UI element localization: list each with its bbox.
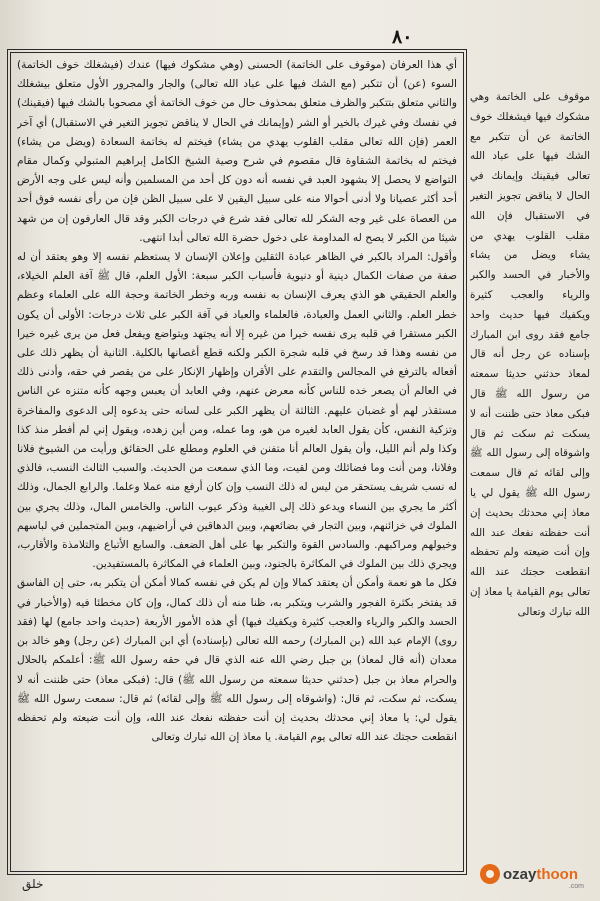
margin-paragraph: موقوف على الخاتمة وهي مشكوك فيها فيشغلك خوف الخاتمة عن أن تتكبر مع الشك فيها على عباد الله تعالى فيقينك وإيمانك في الحال لا يناقض تجويز التغير في الاستقبال فإن الله مقلب القلوب يهدي من يشاء ويضل من يشاء والأخبار في الحسد والكبر والرياء والعجب كثيرة ويكفيك فيها حديث واحد جامع فقد روى ابن المبارك بإسناده عن رجل أنه قال لمعاذ حدثني حديثا سمعته من رسول الله ﷺ قال فبكى معاذ حتى ظننت أنه لا يسكت ثم سكت ثم قال واشوقاه إلى رسول الله ﷺ وإلى لقائه ثم قال سمعت رسول الله ﷺ يقول لي يا معاذ إني محدثك بحديث إن أنت حفظته نفعك عند الله وإن أنت ضيعته ولم تحفظه انقطعت حجتك عند الله تعالى يوم القيامة يا معاذ إن الله تبارك وتعالى [470, 91, 590, 618]
main-text-frame [10, 52, 464, 872]
watermark-logo [480, 858, 590, 890]
main-text-body [17, 56, 457, 868]
margin-commentary [470, 88, 590, 858]
catchword: خلق [22, 877, 44, 891]
logo-text: ozaythoon [503, 865, 579, 883]
page-number: ٨٠ [392, 26, 413, 48]
main-paragraph: أي هذا العرفان (موقوف على الخاتمة) الحسنى (وهي مشكوك فيها) عندك (فيشغلك خوف الخاتمة) السوء (عن) أن تتكبر (مع الشك فيها على عباد الله تعالى) والجار والمجرور الأول متعلق بيشغلك والثاني متعلق بتتكبر والظرف متعلق بمحذوف حال من خوف الخاتمة أي مصحوبا بالشك فيها (فيقينك) في نفسك وفي غيرك بالخير أو الشر (وإيمانك في الحال لا يناقض تجويز التغير في الاستقبال) أي آخر العمر (فإن الله تعالى مقلب القلوب يهدي من يشاء) فيختم له بخاتمة السعادة (ويضل من يشاء) فيختم له بخاتمة الشقاوة قال مقصوم في شرح وصية الشيخ الكامل إبراهيم المتبولي وكمال مقام التواضع لا يحصل إلا بشهود العبد في نفسه أنه دون كل أحد من المسلمين وأنه ليس على وجه الأرض أحد أكثر عصيانا ولا أدنى أحوالا منه على سبيل اليقين لا على سبيل الظن فإن من رأى نفسه فوق أحد من العصاة على غير وجه الشكر لله تعالى فقد شرع في درجات الكبر وقد قال العارفون إن من شهد شيئا من الكبر لا يصح له المداومة على دخول حضرة الله تعالى أبدا انتهى. [17, 59, 457, 244]
main-paragraph: فكل ما هو نعمة وأمكن أن يعتقد كمالا وإن لم يكن في نفسه كمالا أمكن أن يتكبر به، حتى إن الفاسق قد يفتخر بكثرة الفجور والشرب ويتكبر به، ظنا منه أن ذلك كمال، وإن كان مخطئا فيه (والأخبار في الحسد والكبر والرياء والعجب كثيرة ويكفيك فيها) أي هذه الأمور الأربعة (حديث واحد جامع) لها (فقد روى) الإمام عبد الله (بن المبارك) رحمه الله تعالى (بإسناده) أي ابن المبارك (عن رجل) وهو خالد بن معدان (أنه قال لمعاذ) بن جبل رضي الله عنه الذي قال في حقه رسول الله ﷺ: أعلمكم بالحلال والحرام معاذ بن جبل (حدثني حديثا سمعته من رسول الله ﷺ) قال: (فبكى معاذ) حتى ظننت أنه لا يسكت، ثم سكت، ثم قال: (واشوقاه إلى رسول الله ﷺ وإلى لقائه) ثم قال: سمعت رسول الله ﷺ يقول لي: يا معاذ إني محدثك بحديث إن أنت حفظته نفعك عند الله، وإن أنت ضيعته ولم تحفظه انقطعت حجتك عند الله تعالى يوم القيامة. يا معاذ إن الله تبارك وتعالى [17, 577, 457, 744]
main-paragraph: وأقول: المراد بالكبر في الظاهر عبادة الثقلين وإعلان الإنسان لا يستعظم نفسه إلا وهو يعتقد أن له صفة من صفات الكمال دينية أو دنيوية فأسباب الكبر سبعة: الأول العلم، قال ﷺ آفة العلم الخيلاء، والعلم الحقيقي هو الذي يعرف الإنسان به نفسه وربه وخطر الخاتمة وحجة الله على العلماء وعظم خطر العلم. والثاني العمل والعبادة، فالعلماء والعباد في آفة الكبر على ثلاث درجات: الأولى أن يكون الكبر مستقرا في قلبه يرى نفسه خيرا من غيره إلا أنه يجتهد ويتواضع ويفعل فعل من يرى غيره خيرا من نفسه وهذا قد رسخ في قلبه شجرة الكبر ولكنه قطع أغصانها بالكلية. الثانية أن يظهر ذلك على أفعاله بالترفع في المجالس والتقدم على الأقران وإظهار الإنكار على من يقصر في حقه، وأدنى ذلك في العالم أن يصعر خده للناس كأنه معرض عنهم، وفي العابد أن يعبس وجهه كأنه متنزه عن الناس مستقذر لهم أو غضبان عليهم. الثالثة أن يظهر الكبر على لسانه حتى يدعوه إلى الدعوى والمفاخرة وتزكية النفس، كأن يقول العابد لغيره من هو، وما عمله، ومن أين زهده، ويقول إني لم أفطر منذ كذا وكذا ولم أنم الليل، وأن يقول العالم أنا متفنن في العلوم ومطلع على الحقائق ورأيت من الشيوخ فلانا وفلانا، ومن أنت وما فضائلك ومن لقيت، وما الذي سمعت من الحديث. والسبب الثالث النسب، فالذي له نسب شريف يستحقر من ليس له ذلك النسب وإن كان أرفع منه عملا وعلما. والرابع الجمال، وذلك أكثر ما يجري بين النساء ويدعو ذلك إلى الغيبة وذكر عيوب الناس. والخامس المال، وذلك يجري بين الملوك في خزائنهم، وبين التجار في بضائعهم، وبين الدهاقين في أراضيهم، وبين المتجملين في لباسهم وخيولهم ومراكبهم. والسادس القوة والتكبر بها على أهل الضعف. والسابع الأتباع والتلامذة والأقارب، ويجري ذلك بين الملوك في المكاثرة بالجنود، وبين العلماء في المكاثرة بالمستفيدين. [17, 251, 457, 571]
logo-suffix: .com [568, 883, 584, 890]
logo-circle-icon [480, 864, 500, 884]
